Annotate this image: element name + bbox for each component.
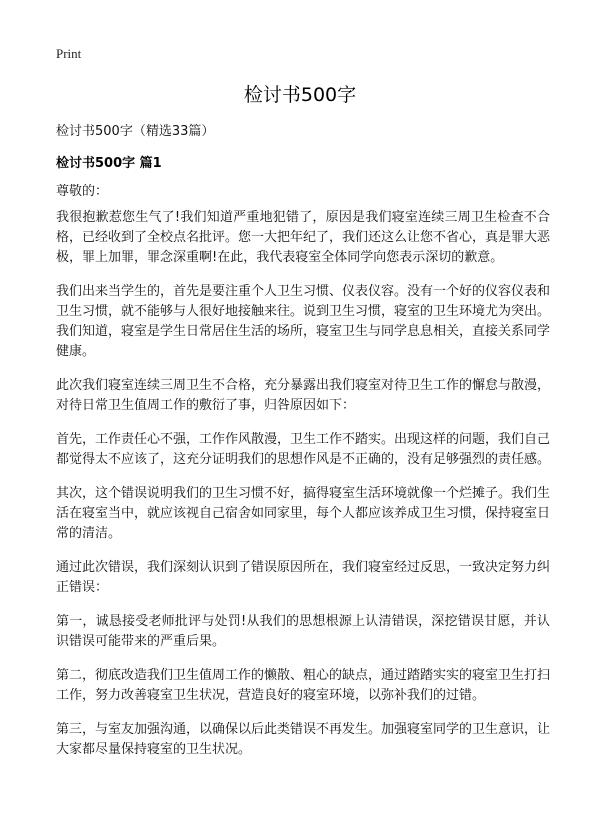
paragraph: 我很抱歉惹您生气了!我们知道严重地犯错了，原因是我们寝室连续三周卫生检查不合格，已经收到了全校点名批评。您一大把年纪了，我们还这么让您不省心，真是罪大恶极，罪上加罪，罪念深重啊!在此，我代表寝室全体同学向您表示深切的歉意。 (56, 210, 551, 265)
document-subtitle: 检讨书500字（精选33篇） (56, 124, 215, 139)
paragraph: 第二，彻底改造我们卫生值周工作的懒散、粗心的缺点，通过踏踏实实的寝室卫生打扫工作，努力改善寝室卫生状况，营造良好的寝室环境，以弥补我们的过错。 (56, 668, 551, 703)
paragraph: 第三，与室友加强沟通，以确保以后此类错误不再发生。加强寝室同学的卫生意识，让大家都尽量保持寝室的卫生状况。 (56, 722, 551, 757)
paragraph: 首先，工作责任心不强，工作作风散漫，卫生工作不踏实。出现这样的问题，我们自己都觉得太不应该了，这充分证明我们的思想作风是不正确的，没有足够强烈的责任感。 (56, 432, 551, 467)
paragraph: 此次我们寝室连续三周卫生不合格，充分暴露出我们寝室对待卫生工作的懈怠与散漫，对待日常卫生值周工作的敷衍了事，归咎原因如下： (56, 378, 551, 413)
print-label: Print (56, 46, 82, 61)
paragraph: 我们出来当学生的，首先是要注重个人卫生习惯、仪表仪容。没有一个好的仪容仪表和卫生习惯，就不能够与人很好地接触来往。说到卫生习惯，寝室的卫生环境尤为突出。我们知道，寝室是学生日常居住生活的场所，寝室卫生与同学息息相关，直接关系同学健康。 (56, 284, 551, 359)
salutation: 尊敬的： (56, 184, 109, 199)
document-body (56, 208, 550, 774)
article-heading: 检讨书500字 篇1 (56, 156, 162, 171)
page-title: 检讨书500字 (243, 84, 357, 106)
paragraph: 第一，诚恳接受老师批评与处罚!从我们的思想根源上认清错误，深挖错误甘愿，并认识错误可能带来的严重后果。 (56, 614, 550, 649)
paragraph: 通过此次错误，我们深刻认识到了错误原因所在，我们寝室经过反思，一致决定努力纠正错误： (56, 560, 551, 595)
paragraph: 其次，这个错误说明我们的卫生习惯不好，搞得寝室生活环境就像一个烂摊子。我们生活在寝室当中，就应该视自己宿舍如同家里，每个人都应该养成卫生习惯，保持寝室日常的清洁。 (56, 486, 551, 541)
